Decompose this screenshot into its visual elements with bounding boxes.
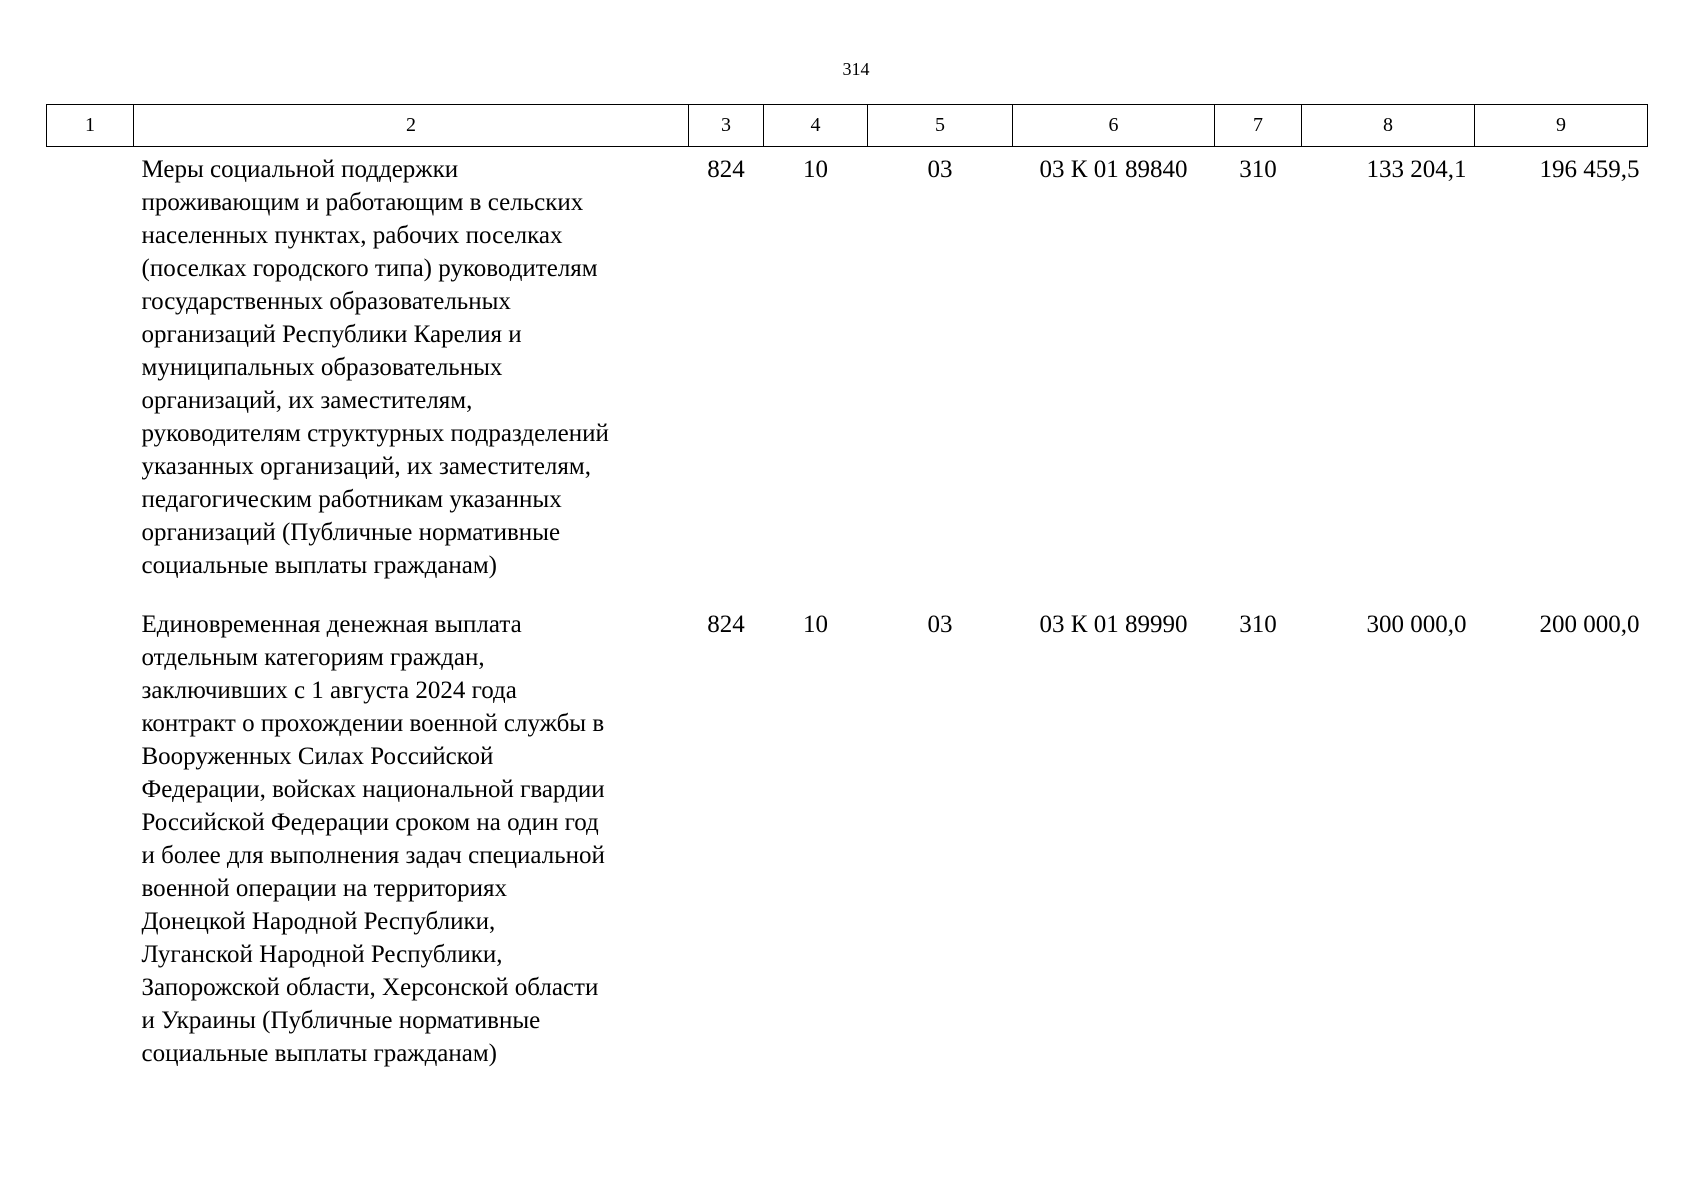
row-name: Единовременная денежная выплата отдельным категориям граждан, заключивших с 1 августа 2024 года контракт о прохождении военной службы в Вооруженных Силах Российской Федерации, войсках национальной гвардии Российской Федерации сроком на один год и более для выполнения задач специальной военной операции на территориях Донецкой Народной Республики, Луганской Народной Республики, Запорожской области, Херсонской области и Украины (Публичные нормативные социальные выплаты гражданам) — [141, 611, 605, 1067]
header-row — [47, 105, 1648, 147]
row-name: Меры социальной поддержки проживающим и работающим в сельских населенных пунктах, рабочих поселках (поселках городского типа) руководителям государственных образовательных организаций Республики Карелия и муниципальных образовательных организаций, их заместителям, руководителям структурных подразделений указанных организаций, их заместителям, педагогическим работникам указанных организаций (Публичные нормативные социальные выплаты гражданам) — [141, 156, 609, 579]
table-row — [47, 602, 1648, 1090]
header-cell-1: 1 — [47, 105, 134, 147]
header-cell-5: 5 — [868, 105, 1013, 147]
header-cell-2: 2 — [134, 105, 689, 147]
row-col7: 310 — [1239, 611, 1277, 638]
row-col4: 10 — [803, 611, 828, 638]
row-col5: 03 — [927, 156, 953, 183]
header-cell-6: 6 — [1013, 105, 1215, 147]
header-cell-9: 9 — [1475, 105, 1648, 147]
budget-table — [46, 104, 1648, 1090]
row-col5: 03 — [927, 611, 953, 638]
page-number: 314 — [842, 59, 870, 79]
row-col3: 824 — [707, 611, 745, 638]
row-col8: 300 000,0 — [1366, 611, 1467, 638]
row-col9: 196 459,5 — [1539, 156, 1640, 183]
header-cell-8: 8 — [1302, 105, 1475, 147]
row-col3: 824 — [707, 156, 745, 183]
row-col6: 03 К 01 89990 — [1039, 611, 1188, 638]
header-cell-4: 4 — [764, 105, 868, 147]
table-row — [47, 147, 1648, 603]
row-col1 — [47, 147, 134, 603]
row-col8: 133 204,1 — [1366, 156, 1467, 183]
row-col1 — [47, 602, 134, 1090]
header-cell-7: 7 — [1215, 105, 1302, 147]
row-col4: 10 — [803, 156, 828, 183]
row-col6: 03 К 01 89840 — [1039, 156, 1188, 183]
header-cell-3: 3 — [689, 105, 764, 147]
row-col7: 310 — [1239, 156, 1277, 183]
row-col9: 200 000,0 — [1539, 611, 1640, 638]
